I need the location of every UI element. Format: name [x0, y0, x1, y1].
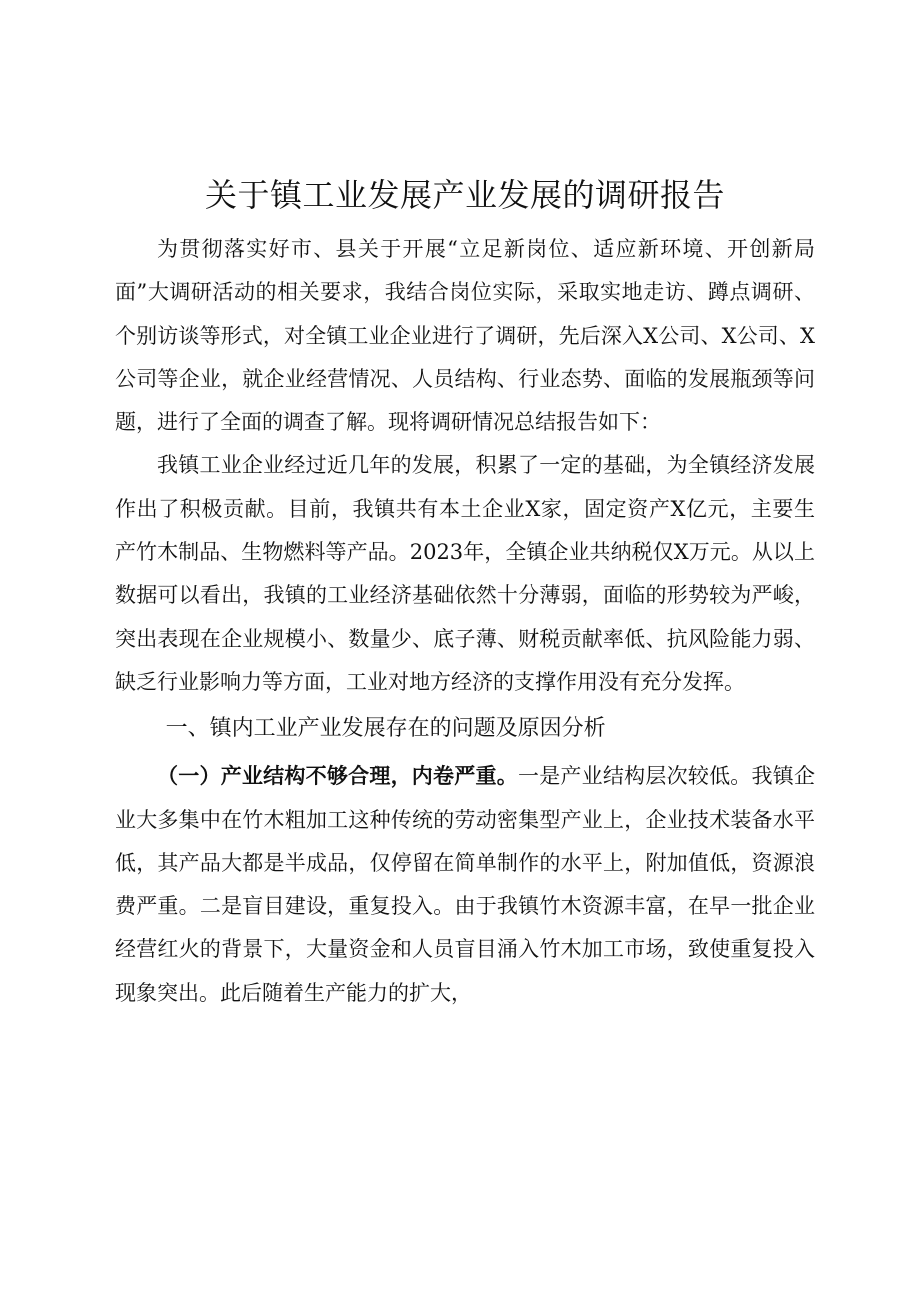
section-heading-1: 一、镇内工业产业发展存在的问题及原因分析: [165, 716, 606, 742]
document-title: 关于镇工业发展产业发展的调研报告: [204, 176, 725, 214]
subsection-heading-1: （一）产业结构不够合理，内卷严重。: [157, 763, 518, 789]
subsection-body-1: 一是产业结构层次较低。我镇企业大多集中在竹木粗加工这种传统的劳动密集型产业上，企业技术装备水平低，其产品大都是半成品，仅停留在简单制作的水平上，附加值低，资源浪费严重。二是盲目建设，重复投入。由于我镇竹木资源丰富，在早一批企业经营红火的背景下，大量资金和人员盲目涌入竹木加工市场，致使重复投入现象突出。此后随着生产能力的扩大，: [115, 764, 816, 1005]
intro-paragraph: 为贯彻落实好市、县关于开展“立足新岗位、适应新环境、开创新局面”大调研活动的相关要求，我结合岗位实际，采取实地走访、蹲点调研、个别访谈等形式，对全镇工业企业进行了调研，先后深入X公司、X公司、X公司等企业，就企业经营情况、人员结构、行业态势、面临的发展瓶颈等问题，进行了全面的调查了解。现将调研情况总结报告如下：: [115, 237, 815, 435]
document-body: [115, 172, 815, 1015]
subsection-paragraph-1: [115, 754, 815, 1015]
overview-paragraph: 我镇工业企业经过近几年的发展，积累了一定的基础，为全镇经济发展作出了积极贡献。目前，我镇共有本土企业X家，固定资产X亿元，主要生产竹木制品、生物燃料等产品。2023年，全镇企业共纳税仅X万元。从以上数据可以看出，我镇的工业经济基础依然十分薄弱，面临的形势较为严峻，突出表现在企业规模小、数量少、底子薄、财税贡献率低、抗风险能力弱、缺乏行业影响力等方面，工业对地方经济的支撑作用没有充分发挥。: [115, 453, 815, 694]
